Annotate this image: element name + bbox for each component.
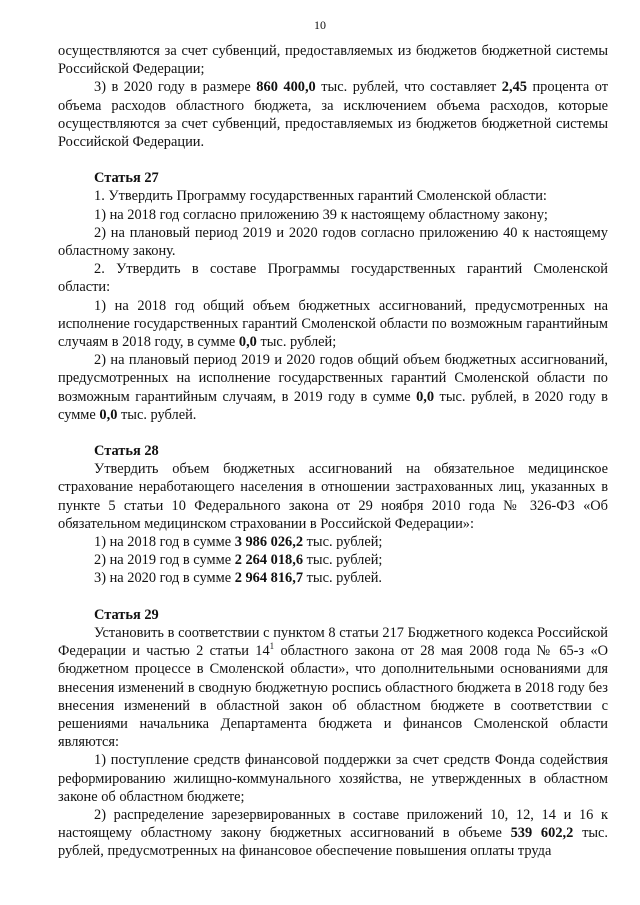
article-29-intro-text: Установить в соответствии с пунктом 8 статьи 217 Бюджетного кодекса Российской Федерации и частью 2 статьи 14 <box>58 624 608 660</box>
item-3-amount: 860 400,0 <box>256 79 316 96</box>
item-3-middle: тыс. рублей, что составляет <box>315 79 502 96</box>
article-27-point-2-2-suffix: тыс. рублей. <box>117 406 197 423</box>
article-27-point-2-2-amount-1: 0,0 <box>416 388 435 405</box>
article-27-point-2-1-text: 1) на 2018 год общий объем бюджетных ассигнований, предусмотренных на исполнение государственных гарантий Смоленской области по возможным гарантийным случаям в 2018 году, в сумме <box>58 297 608 351</box>
article-28-item-1 <box>58 533 608 551</box>
article-27-point-2-1-amount: 0,0 <box>238 334 257 351</box>
article-29-intro-rest: областного закона от 28 мая 2008 года № 65-з «О бюджетном процессе в Смоленской области», что дополнительными основаниями для внесения изменений в сводную бюджетную роспись областного бюджета в 2018 году без внесения изменений в областной закон об областном бюджете в соответствии с решениями начальника Департамента бюджета и финансов Смоленской области являются: <box>58 643 608 751</box>
article-27-point-2-2 <box>58 351 608 424</box>
article-27-point-1-2: 2) на плановый период 2019 и 2020 годов согласно приложению 40 к настоящему областному закону. <box>58 224 608 260</box>
article-29-superscript: 1 <box>269 641 275 652</box>
article-28-item-3-suffix: тыс. рублей. <box>303 570 383 587</box>
article-27-point-2-2-middle: тыс. рублей, в 2020 году в сумме <box>58 388 608 423</box>
article-27-point-1-1: 1) на 2018 год согласно приложению 39 к настоящему областному закону; <box>94 206 548 223</box>
article-27-point-2-1 <box>58 297 608 352</box>
article-28-item-3-amount: 2 964 816,7 <box>234 570 304 587</box>
article-28-item-2-suffix: тыс. рублей; <box>303 552 383 569</box>
article-27-point-2-1-suffix: тыс. рублей; <box>256 334 337 351</box>
article-29-item-2 <box>58 806 608 861</box>
article-28-item-2 <box>58 551 608 569</box>
article-28-item-3 <box>58 569 608 587</box>
document-body <box>58 42 608 861</box>
article-27-title: Статья 27 <box>94 170 159 187</box>
page-number: 10 <box>314 18 326 32</box>
item-3-suffix: процента от объема расходов областного бюджета, за исключением объема расходов, которые осуществляются за счет субвенций, предоставляемых из бюджетов бюджетной системы Российской Федерации. <box>58 79 608 151</box>
article-27-point-2-2-amount-2: 0,0 <box>99 406 118 423</box>
item-3-prefix: 3) в 2020 году в размере <box>94 79 257 96</box>
article-28-intro: Утвердить объем бюджетных ассигнований на обязательное медицинское страхование неработающего населения в отношении застрахованных лиц, указанных в пункте 5 статьи 10 Федерального закона от 29 ноября 2010 года № 326-ФЗ «Об обязательном медицинском страховании в Российской Федерации»: <box>58 461 608 532</box>
article-28-item-2-amount: 2 264 018,6 <box>234 552 304 569</box>
item-3-paragraph <box>58 78 608 151</box>
article-28-item-2-text: 2) на 2019 год в сумме <box>94 552 235 569</box>
item-3-percent: 2,45 <box>501 79 527 96</box>
article-27-point-2-2-text: 2) на плановый период 2019 и 2020 годов общий объем бюджетных ассигнований, предусмотренных на исполнение государственных гарантий Смоленской области по возможным гарантийным случаям, в 2019 году в сумме <box>58 352 608 405</box>
article-29-intro <box>58 624 608 751</box>
article-29-item-2-suffix: тыс. рублей, предусмотренных на финансовое обеспечение повышения оплаты труда <box>58 825 609 860</box>
article-27-point-1: 1. Утвердить Программу государственных гарантий Смоленской области: <box>94 188 547 205</box>
article-29-item-2-amount: 539 602,2 <box>510 825 574 842</box>
continuation-paragraph: осуществляются за счет субвенций, предоставляемых из бюджетов бюджетной системы Российской Федерации; <box>58 43 608 78</box>
article-28-item-1-suffix: тыс. рублей; <box>303 534 383 551</box>
article-28-item-1-amount: 3 986 026,2 <box>234 534 304 551</box>
article-29-title: Статья 29 <box>94 606 159 623</box>
article-28-item-1-text: 1) на 2018 год в сумме <box>94 534 235 551</box>
article-28-item-3-text: 3) на 2020 год в сумме <box>94 570 235 587</box>
article-27-point-2: 2. Утвердить в составе Программы государственных гарантий Смоленской области: <box>58 261 608 296</box>
article-28-title: Статья 28 <box>94 443 159 460</box>
article-29-item-2-text: 2) распределение зарезервированных в составе приложений 10, 12, 14 и 16 к настоящему областному закону бюджетных ассигнований в объеме <box>58 806 608 842</box>
article-29-item-1: 1) поступление средств финансовой поддержки за счет средств Фонда содействия реформированию жилищно-коммунального хозяйства, не утвержденных в областном законе об областном бюджете; <box>58 752 608 805</box>
